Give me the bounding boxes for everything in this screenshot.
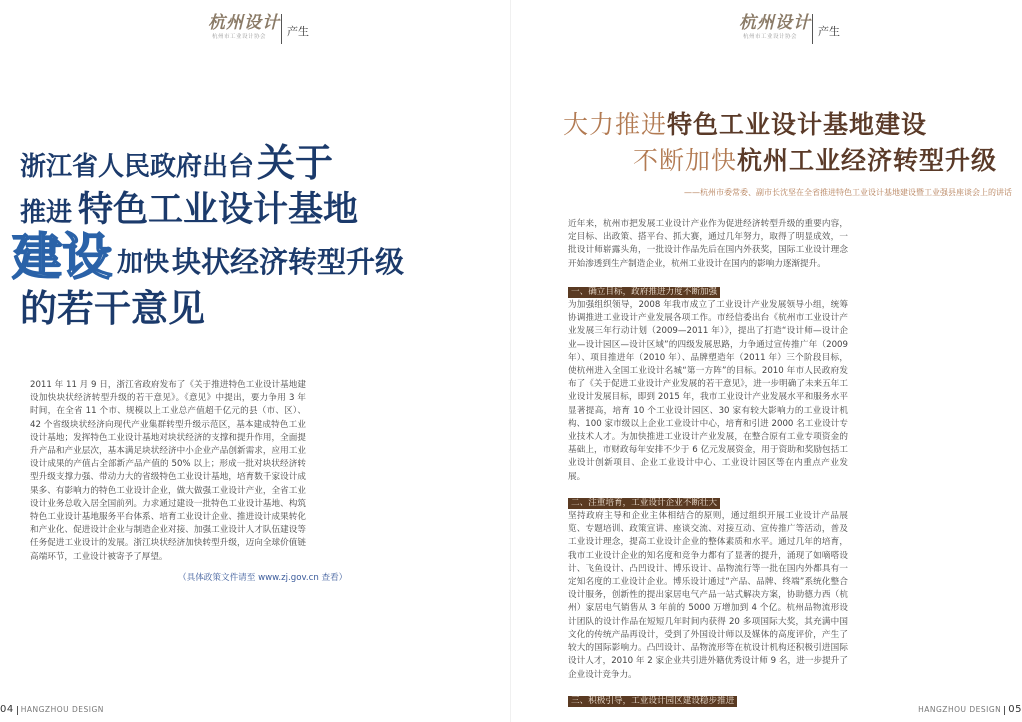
section-1	[568, 281, 848, 484]
logo-subtitle: 杭州市工业设计协会	[743, 34, 798, 40]
intro-paragraph: 近年来，杭州市把发展工业设计产业作为促进经济转型升级的重要内容，定目标、出政策、搭平台、抓大赛，通过几年努力，取得了明显成效，一批设计师崭露头角，一批设计作品先后在国内外获奖，国际工业设计理念开始渗透到生产制造企业，杭州工业设计在国内的影响力逐渐提升。	[568, 219, 848, 269]
section-3	[568, 690, 848, 708]
title-line2-light: 不断加快	[633, 146, 738, 175]
title-line3-outline: 建设	[12, 227, 112, 286]
title-line3-rest: 块状经济转型升级	[172, 245, 405, 279]
title-line1-light: 大力推进	[563, 110, 668, 139]
title-line1-big: 关于	[257, 140, 334, 185]
speech-title-line1	[563, 112, 927, 137]
hangzhou-design-logo: 杭州设计	[208, 13, 280, 33]
footer-divider	[17, 706, 18, 715]
section-paragraph: 坚持政府主导和企业主体相结合的原则，通过组织开展工业设计产品展览、专题培训、政策宣讲、座谈交流、对接互动、宣传推广等活动，普及工业设计理念，提高工业设计企业的整体素质和水平。通过几年的培育，我市工业设计企业的知名度和竞争力都有了显著的提升，涌现了如嘀嗒设计、飞鱼设计、凸凹设计、博乐设计、品物流行等一批在国内外都具有一定知名度的工业设计企业。博乐设计通过“产品、品牌、终端”系统化整合设计服务，创新性的提出家居电气产品一站式解决方案，协助德力西（杭州）家居电气销售从 3 年前的 5000 万增加到 4 个亿。杭州品物流形设计团队的设计作品在短短几年时间内获得 20 多项国际大奖，其充满中国文化的传统产品再设计，受到了外国设计师以及媒体的高度评价，产生了较大的国际影响力。凸凹设计、品物流形等在杭设计机构还积极引进国际设计人才，2010 年 2 家企业共引进外籍优秀设计师 9 名，进一步提升了企业设计竞争力。	[568, 511, 848, 680]
hangzhou-design-logo: 杭州设计	[739, 13, 811, 33]
footer-label: HANGZHOU DESIGN	[20, 705, 104, 714]
right-page	[511, 0, 1022, 722]
page-footer	[0, 704, 104, 715]
speech-subtitle: ——杭州市委常委、副市长沈坚在全省推进特色工业设计基地建设暨工业强县座谈会上的讲话	[684, 188, 1012, 197]
title-line1-dark: 特色工业设计基地建设	[667, 110, 928, 139]
section-2	[568, 492, 848, 682]
article-body: 2011 年 11 月 9 日，浙江省政府发布了《关于推进特色工业设计基地建设加快块状经济转型升级的若干意见》。《意见》中提出，要力争用 3 年时间，在全省 11 个市、规模以上工业总产值超千亿元的县（市、区）、42 个省级块状经济向现代产业集群转型升级示范区，基本建成特色工业设计基地；发挥特色工业设计基地对块状经济的支撑和提升作用，全面提升产品和产业层次，基本满足块状经济中小企业产品创新需求，应用工业设计成果的产值占全部新产品产值的 50% 以上；形成一批对块状经济转型升级支撑力强、带动力大的省级特色工业设计基地，培育数千家设计成果多、有影响力的特色工业设计企业，做大做强工业设计产业，全省工业设计业务总收入居全国前列。力求通过建设一批特色工业设计基地、构筑特色工业设计基地服务平台体系、培育工业设计企业、推进设计成果转化和产业化、促进设计企业与制造企业对接、加强工业设计人才队伍建设等任务促进工业设计的发展。浙江块状经济加快转型升级，迈向全球价值链高端环节，工业设计被寄予了厚望。	[30, 380, 306, 562]
title-line3-small: 加快	[117, 248, 170, 278]
policy-link-note: （具体政策文件请至 www.zj.gov.cn 查看）	[178, 573, 348, 583]
title-line2-small: 推进	[20, 198, 73, 228]
title-line2-dark: 杭州工业经济转型升级	[737, 146, 998, 175]
section-heading: 三、积极引导，工业设计园区建设稳步推进	[568, 696, 737, 707]
speech-title-line2	[633, 148, 997, 173]
title-line1-prefix: 浙江省人民政府出台	[20, 152, 255, 182]
title-line2-big: 特色工业设计基地	[78, 189, 359, 230]
logo-subtitle: 杭州市工业设计协会	[212, 34, 267, 40]
header-divider	[281, 14, 282, 44]
section-label: 产生	[287, 25, 309, 38]
page-footer	[918, 704, 1022, 715]
page-header	[208, 8, 328, 48]
page-header	[739, 8, 859, 48]
footer-label: HANGZHOU DESIGN	[918, 705, 1002, 714]
section-heading: 一、确立目标，政府推进力度不断加强	[568, 287, 720, 298]
section-heading: 二、注重培育，工业设计企业不断壮大	[568, 498, 720, 509]
section-label: 产生	[818, 25, 840, 38]
page-number: 04	[0, 704, 14, 715]
header-divider	[812, 14, 813, 44]
page-number: 05	[1008, 704, 1022, 715]
footer-divider	[1004, 706, 1005, 715]
speech-body	[568, 218, 848, 708]
section-paragraph: 为加强组织领导，2008 年我市成立了工业设计产业发展领导小组，统筹协调推进工业设计产业发展各项工作。市经信委出台《杭州市工业设计产业发展三年行动计划（2009—2011 年）》，提出了打造“设计师—设计企业—设计园区—设计区域”的四级发展思路，力争通过宣传推广年（2009 年）、项目推进年（2010 年）、品牌塑造年（2011 年）三个阶段目标，使杭州进入全国工业设计名城“第一方阵”的目标。2010 年市人民政府发布了《关于促进工业设计产业发展的若干意见》，进一步明确了未来五年工业设计发展目标，即到 2015 年，我市工业设计产业发展水平和服务水平显著提高，培育 10 个工业设计园区、30 家有较大影响力的工业设计机构、100 家市级以上企业工业设计中心，培育和引进 2000 名工业设计专业技术人才。为加快推进工业设计产业发展，在整合原有工业专项资金的基础上，市财政每年安排不少于 6 亿元发展资金，用于资助和奖励包括工业设计创新项目、企业工业设计中心、工业设计园区等在内重点产业发展。	[568, 300, 848, 482]
title-line4: 的若干意见	[20, 286, 205, 330]
